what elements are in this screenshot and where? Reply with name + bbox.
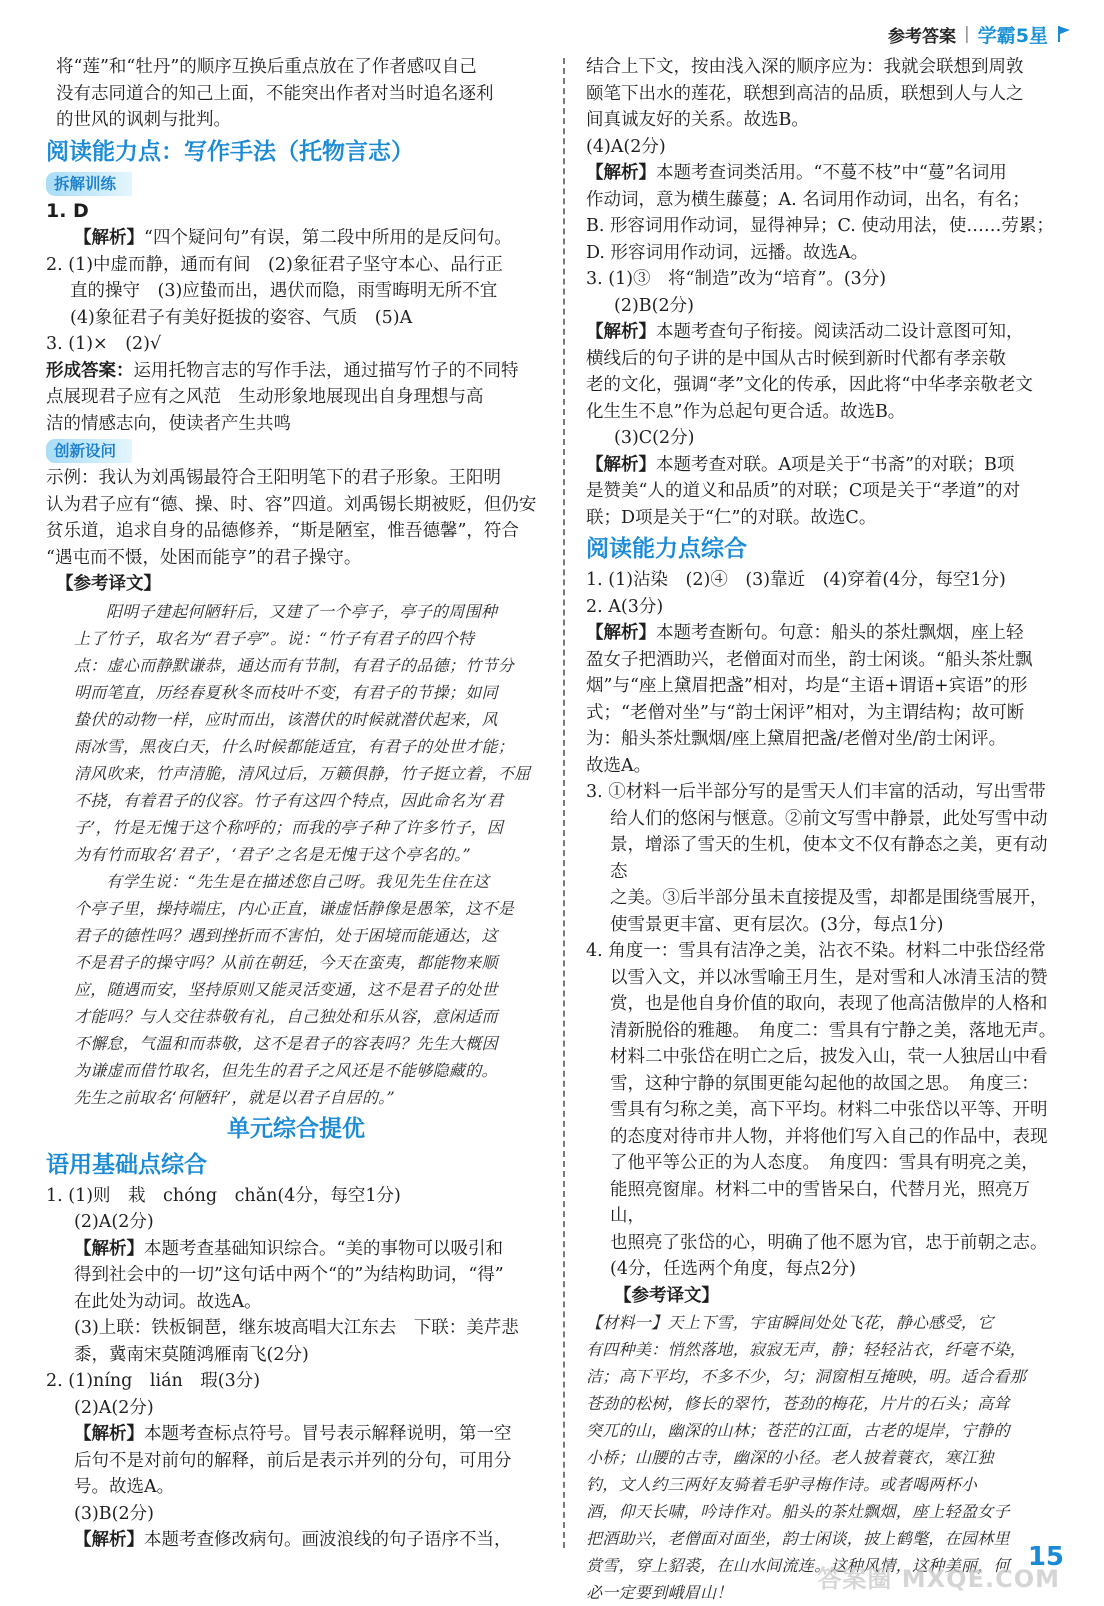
text-line: 钓，文人约三两好友骑着毛驴寻梅作诗。或者喝两杯小 <box>586 1475 978 1494</box>
text-line: 2. (1)níng lián 瑕(3分) <box>46 1371 261 1391</box>
unit-heading: 单元综合提优 <box>227 1115 365 1142</box>
text-line: 化生生不息”作为总起句更合适。故选B。 <box>586 401 906 422</box>
text-line: (2)A(2分) <box>74 1397 154 1418</box>
text-line: 不挠，有着君子的仪容。竹子有这四个特点，因此命名为‘君 <box>74 790 504 810</box>
s1-answer <box>46 1183 546 1236</box>
section-heading-writing: 阅读能力点：写作手法（托物言志） <box>46 138 414 165</box>
text-line: 作动词，意为横生藤蔓；A. 名词用作动词，出名，有名； <box>586 189 1030 210</box>
q3-2-analysis <box>586 319 1064 425</box>
text-line: 突兀的山，幽深的山林；苍茫的江面，古老的堤岸，宁静的 <box>586 1421 1010 1440</box>
text-line: 后句不是对前句的解释，前后是表示并列的分句，可用分 <box>74 1450 512 1471</box>
text-line: 老的文化，强调“孝”文化的传承，因此将“中华孝亲敬老文 <box>586 375 1033 395</box>
text-line: 苍劲的松树，修长的翠竹，苍劲的梅花，片片的石头；高耸 <box>586 1394 1010 1413</box>
text-line: B. 形容词用作动词，显得神异；C. 使动用法，使……劳累； <box>586 216 1054 236</box>
text-line: 间真诚友好的关系。故选B。 <box>586 110 809 130</box>
text-line: 了他平等公正的为人态度。 角度四：雪具有明亮之美， <box>610 1153 1039 1173</box>
r1-answer: 1. (1)沾染 (2)④ (3)靠近 (4)穿着(4分，每空1分) <box>586 570 1006 590</box>
text-line: 阳明子建起何陋轩后，又建了一个亭子，亭子的周围种 <box>106 601 498 621</box>
s2-3-answer: (3)B(2分) <box>74 1503 154 1524</box>
ref-translation-text <box>46 598 546 1111</box>
text-line: 在此处为动词。故选A。 <box>74 1291 262 1312</box>
text-line: 示例：我认为刘禹锡最符合王阳明笔下的君子形象。王阳明 <box>46 468 501 488</box>
text-line: 才能吗？与人交往恭敬有礼，自己独处和乐从容，意闲适而 <box>74 1006 498 1026</box>
text-line: 洁；高下平均，不多不少，匀；洞窗相互掩映，明。适合看那 <box>586 1367 1027 1386</box>
text-line: (3)上联：铁板铜琶，继东坡高唱大江东去 下联：美芹悲 <box>74 1318 519 1338</box>
text-line: 酒，仰天长啸，吟诗作对。船头的茶灶飘烟，座上轻盈女子 <box>586 1502 1010 1521</box>
text-line: “遇屯而不慑，处困而能亨”的君子操守。 <box>46 547 362 568</box>
text-line: 2. (1)中虚而静，通而有间 (2)象征君子坚守本心、品行正 <box>46 254 503 275</box>
text-line: 黍，冀南宋莫随鸿雁南飞(2分) <box>74 1344 309 1365</box>
column-divider <box>563 58 565 1548</box>
text-line: 将“莲”和“牡丹”的顺序互换后重点放在了作者感叹自己 <box>56 57 477 77</box>
text-line: 故选A。 <box>586 755 652 776</box>
tag-chaijie: 拆解训练 <box>46 172 132 196</box>
text-line: (4)象征君子有美好挺拔的姿容、气质 (5)A <box>70 307 413 328</box>
text-line: 明而笔直，历经春夏秋冬而枝叶不变，有君子的节操；如同 <box>74 682 498 702</box>
r3-answer <box>586 779 1064 938</box>
text-line: 【解析】本题考查句子衔接。阅读活动二设计意图可知， <box>586 322 1024 342</box>
text-line: 1. (1)则 栽 chóng chǎn(4分，每空1分) <box>46 1185 401 1206</box>
text-line: 应，随遇而安，坚持原则又能灵活变通，这不是君子的处世 <box>74 979 498 999</box>
text-line: 结合上下文，按由浅入深的顺序应为：我就会联想到周敦 <box>586 57 1024 77</box>
text-line: 【解析】本题考查词类活用。“不蔓不枝”中“蔓”名词用 <box>586 163 1007 183</box>
text-line: 雪具有匀称之美，高下平均。材料二中张岱以平等、开明 <box>610 1100 1048 1120</box>
text-line: 雪，这种宁静的氛围更能勾起他的故国之思。 角度三： <box>610 1073 1039 1094</box>
text-line: 先生之前取名‘何陋轩’，就是以君子自居的。” <box>74 1087 395 1107</box>
header-brand: 学霸5星 <box>977 24 1048 47</box>
watermark: 答案圈 MXQE.COM <box>817 1565 1060 1593</box>
page-header <box>888 14 1072 54</box>
header-separator: | <box>964 24 970 44</box>
text-line: 小桥；山腰的古寺，幽深的小径。老人披着蓑衣，寒江独 <box>586 1448 994 1467</box>
text-line: 【材料一】天上下雪，宇宙瞬间处处飞花，静心感受，它 <box>586 1313 994 1332</box>
page-number: 15 <box>1027 1542 1064 1572</box>
q1-answer: 1. D <box>46 199 89 222</box>
text-line: 颐笔下出水的莲花，联想到高洁的品质，联想到人与人之 <box>586 83 1024 104</box>
text-line: 个亭子里，操持端庄，内心正直，谦虚恬静像是愚笨，这不是 <box>74 898 515 918</box>
text-line: D. 形容词用作动词，远播。故选A。 <box>586 242 869 263</box>
text-line: 上了竹子，取名为“君子亭”。说：“竹子有君子的四个特 <box>74 628 475 648</box>
text-line: 清风吹来，竹声清脆，清风过后，万籁俱静，竹子挺立着，不屈 <box>74 763 531 783</box>
header-answer-label: 参考答案 <box>888 26 957 47</box>
r4-answer <box>586 938 1064 1283</box>
text-line: 【解析】本题考查断句。句意：船头的茶灶飘烟，座上轻 <box>586 623 1024 643</box>
text-line: 号。故选A。 <box>74 1477 175 1497</box>
a4-answer: (4)A(2分) <box>586 136 666 157</box>
text-line: 使雪景更丰富、更有层次。(3分，每点1分) <box>610 914 944 935</box>
text-line: 【解析】本题考查标点符号。冒号表示解释说明，第一空 <box>74 1424 512 1444</box>
text-line: 君子的德性吗？遇到挫折而不害怕，处于困境而能通达，这 <box>74 925 498 945</box>
text-line: 的世风的讽刺与批判。 <box>56 110 231 130</box>
text-line: (2)A(2分) <box>74 1212 154 1232</box>
section-heading-yuedu: 阅读能力点综合 <box>586 536 747 562</box>
text-line: 必一定要到峨眉山！ <box>586 1583 733 1602</box>
s1-3-answer <box>46 1315 546 1368</box>
text-line: 【解析】本题考查基础知识综合。“美的事物可以吸引和 <box>74 1238 503 1259</box>
text-line: 蛰伏的动物一样，应时而出，该潜伏的时候就潜伏起来，风 <box>74 709 498 729</box>
r2-answer: 2. A(3分) <box>586 596 664 617</box>
ref-translation-label-2: 【参考译文】 <box>614 1285 719 1306</box>
text-line: 贫乐道，追求自身的品德修养，“斯是陋室，惟吾德馨”，符合 <box>46 521 519 541</box>
a4-analysis <box>586 160 1064 266</box>
text-line: 赏，也是他自身价值的取向，表现了他高洁傲岸的人格和 <box>610 994 1048 1014</box>
q3-1-answer: 3. (1)③ 将“制造”改为“培育”。(3分) <box>586 269 887 289</box>
text-line: 3. ①材料一后半部分写的是雪天人们丰富的活动，写出雪带 <box>586 782 1046 802</box>
s2-answer <box>46 1368 546 1421</box>
text-line: 材料二中张岱在明亡之后，披发入山，茕一人独居山中看 <box>610 1047 1048 1067</box>
top-text <box>586 54 1064 134</box>
text-line: 为谦虚而借竹取名，但先生的君子之风还是不能够隐藏的。 <box>74 1060 498 1080</box>
text-line: 式；“老僧对坐”与“韵士闲评”相对，为主谓结构；故可断 <box>586 702 1025 723</box>
text-line: 赏雪，穿上貂裘，在山水间流连。这种风情，这种美丽，何 <box>586 1556 1010 1575</box>
text-line: 给人们的悠闲与惬意。②前文写雪中静景，此处写雪中动 <box>610 808 1048 829</box>
text-line: 点展现君子应有之风范 生动形象地展现出自身理想与高 <box>46 387 484 407</box>
tag-chuangxin: 创新设问 <box>46 439 132 463</box>
text-line: 点：虚心而静默谦恭，通达而有节制，有君子的品德；竹节分 <box>74 655 515 675</box>
text-line: 子’，竹是无愧于这个称呼的；而我的亭子种了许多竹子，因 <box>74 817 504 837</box>
text-line: (4分，任选两个角度，每点2分) <box>610 1259 856 1279</box>
text-line: 烟”与“座上黛眉把盏”相对，均是“主语+谓语+宾语”的形 <box>586 676 1028 696</box>
q3-2-answer: (2)B(2分) <box>614 295 694 316</box>
text-line: 横线后的句子讲的是中国从古时候到新时代都有孝亲敬 <box>586 348 1006 369</box>
text-line: 【解析】本题考查对联。A项是关于“书斋”的对联；B项 <box>586 454 1015 475</box>
q2-answer <box>46 252 546 332</box>
s2-3-analysis: 【解析】本题考查修改病句。画波浪线的句子语序不当， <box>74 1530 512 1550</box>
text-line: 认为君子应有“德、操、时、容”四道。刘禹锡长期被贬，但仍安 <box>46 494 537 515</box>
text-line: 是赞美“人的道义和品质”的对联；C项是关于“孝道”的对 <box>586 481 1021 501</box>
text-line: 直的操守 (3)应蛰而出，遇伏而隐，雨雪晦明无所不宜 <box>70 281 498 301</box>
text-line: 之美。③后半部分虽未直接提及雪，却都是围绕雪展开， <box>610 888 1048 908</box>
section-heading-yuyong: 语用基础点综合 <box>46 1151 207 1178</box>
text-line: 的态度对待市井人物，并将他们写入自己的作品中，表现 <box>610 1126 1048 1147</box>
text-line: 能照亮窗扉。材料二中的雪皆呆白，代替月光，照亮万山， <box>610 1179 1030 1226</box>
ref-translation-label: 【参考译文】 <box>56 574 161 594</box>
text-line: 有学生说：“先生是在描述您自己呀。我见先生住在这 <box>106 871 490 891</box>
q3-3-answer: (3)C(2分) <box>614 428 695 448</box>
left-column <box>46 54 546 1554</box>
text-line: 得到社会中的一切”这句话中两个“的”为结构助词，“得” <box>74 1265 504 1285</box>
text-line: 为：船头茶灶飘烟/座上黛眉把盏/老僧对坐/韵士闲评。 <box>586 729 1007 749</box>
text-line: 不懈怠，气温和而恭敬，这不是君子的容表吗？先生大概因 <box>74 1033 498 1053</box>
text-line: 不是君子的操守吗？从前在朝廷，今天在蛮夷，都能物来顺 <box>74 952 498 972</box>
text-line: 4. 角度一：雪具有洁净之美，沾衣不染。材料二中张岱经常 <box>586 941 1046 961</box>
example-answer <box>46 465 546 571</box>
text-line: 雨冰雪，黑夜白天，什么时候都能适宜，有君子的处世才能； <box>74 736 515 756</box>
text-line: 盈女子把酒助兴，老僧面对而坐，韵士闲谈。“船头茶灶飘 <box>586 649 1033 670</box>
q3-3-analysis <box>586 452 1064 532</box>
text-line: 联；D项是关于“仁”的对联。故选C。 <box>586 507 877 528</box>
intro-text <box>46 54 546 134</box>
text-line: 景，增添了雪天的生机，使本文不仅有静态之美，更有动态 <box>610 835 1048 882</box>
text-line: 以雪入文，并以冰雪喻王月生，是对雪和人冰清玉洁的赞 <box>610 967 1048 988</box>
right-column <box>586 54 1064 1606</box>
s1-analysis <box>46 1236 546 1316</box>
q1-analysis: 【解析】“四个疑问句”有误，第二段中所用的是反问句。 <box>74 228 512 248</box>
text-line: 清新脱俗的雅趣。 角度二：雪具有宁静之美，落地无声。 <box>610 1020 1057 1041</box>
brand-flag-icon <box>1056 24 1072 44</box>
form-answer: 形成答案：运用托物言志的写作手法，通过描写竹子的不同特 点展现君子应有之风范 生动形象地展现出自身理想与高 洁的情感志向，使读者产生共鸣 <box>46 358 546 438</box>
text-line: 没有志同道合的知己上面，不能突出作者对当时追名逐利 <box>56 83 494 104</box>
text-line: 洁的情感志向，使读者产生共鸣 <box>46 413 291 434</box>
r2-analysis <box>586 620 1064 779</box>
text-line: 也照亮了张岱的心，明确了他不愿为官，忠于前朝之志。 <box>610 1232 1048 1253</box>
q3-answer: 3. (1)× (2)√ <box>46 334 162 354</box>
s2-analysis <box>46 1421 546 1501</box>
text-line: 为有竹而取名‘君子’，‘君子’之名是无愧于这个亭名的。” <box>74 844 471 864</box>
text-line: 把酒助兴，老僧面对面坐，韵士闲谈，披上鹤氅，在园林里 <box>586 1529 1010 1548</box>
text-line: 有四种美：悄然落地，寂寂无声，静；轻轻沾衣，纤毫不染， <box>586 1340 1027 1359</box>
